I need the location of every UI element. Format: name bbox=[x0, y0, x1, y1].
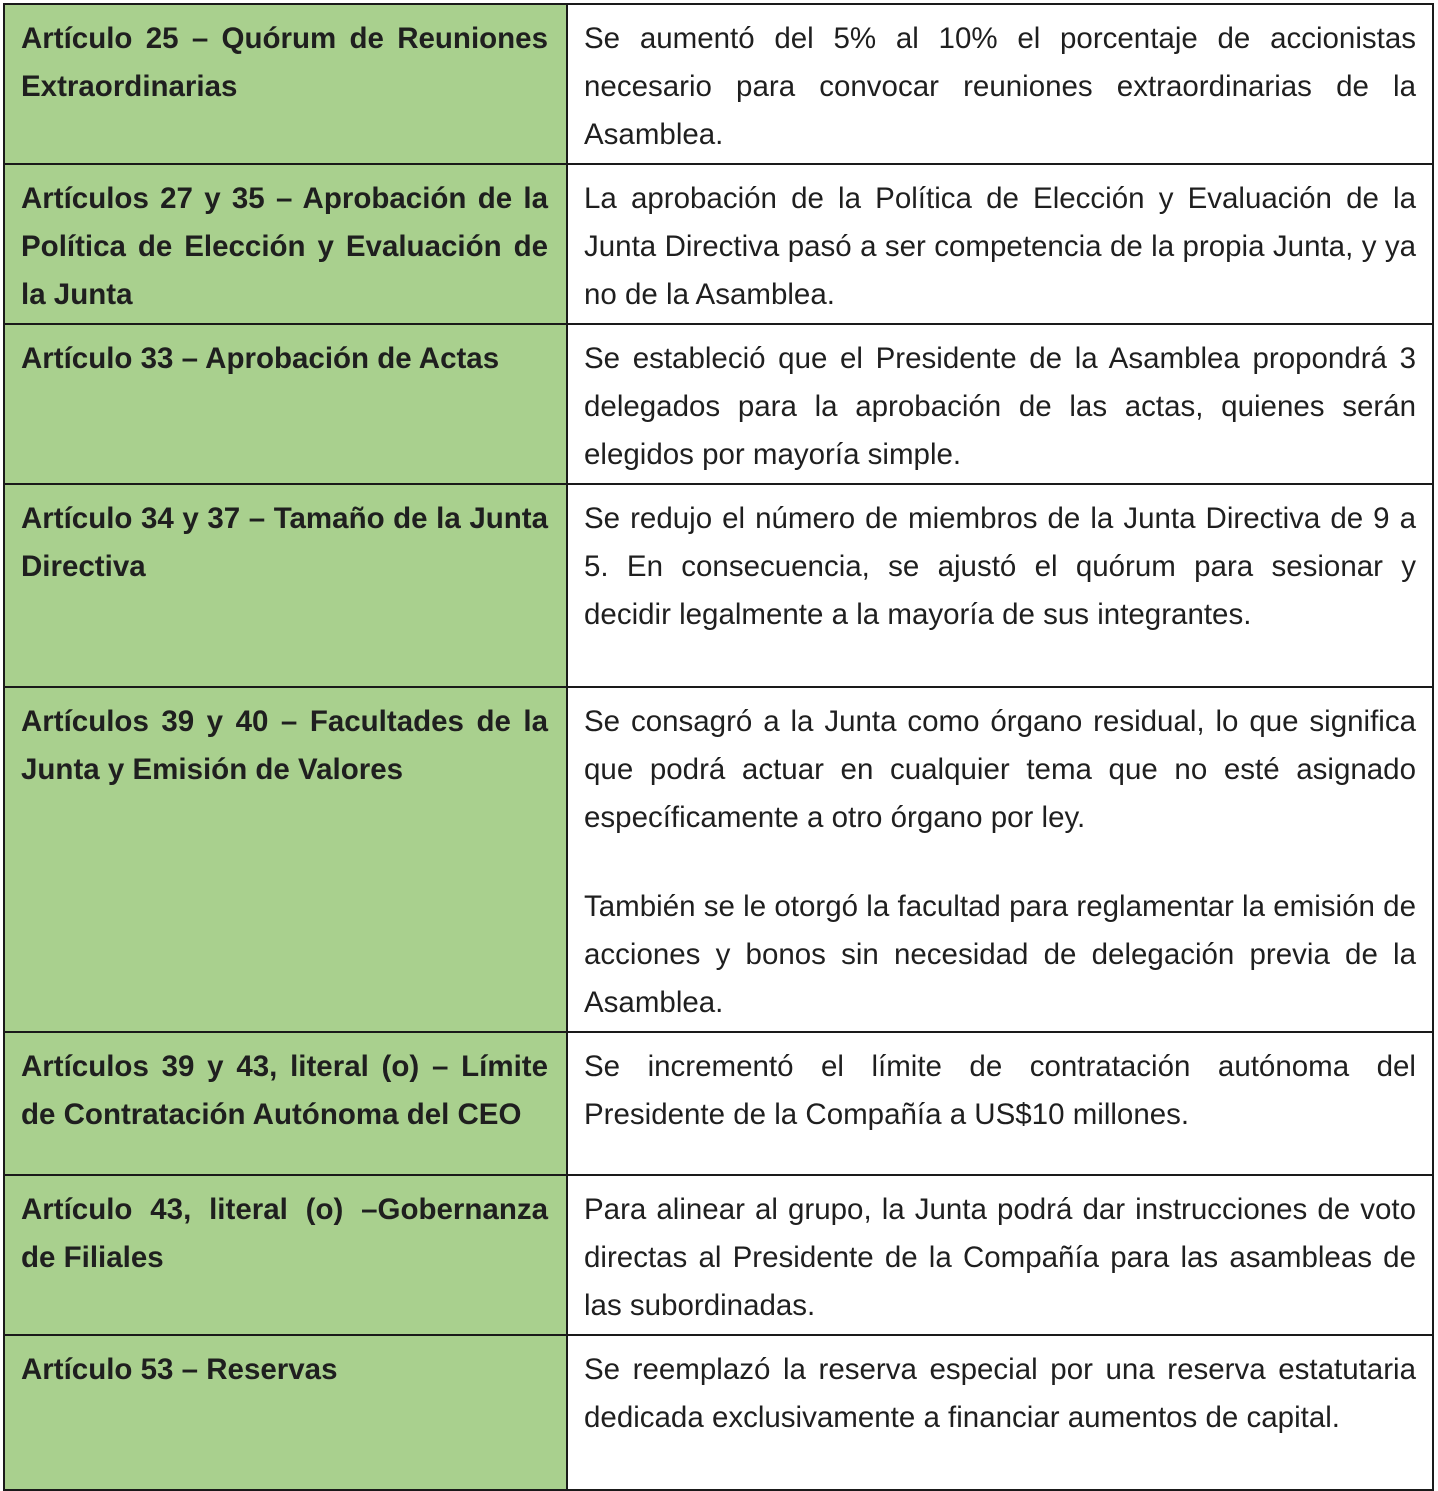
description-text-secondary: También se le otorgó la facultad para reglamentar la emisión de acciones y bonos sin necesidad de delegación previa de la Asamblea. bbox=[584, 890, 1416, 1019]
table-row bbox=[4, 1032, 1433, 1175]
amendments-table bbox=[3, 3, 1434, 1491]
article-title: Artículo 53 – Reservas bbox=[21, 1353, 338, 1386]
article-cell bbox=[4, 324, 567, 484]
description-cell bbox=[567, 1175, 1433, 1335]
article-title: Artículo 25 – Quórum de Reuniones Extraordinarias bbox=[21, 22, 548, 103]
article-title: Artículo 43, literal (o) –Gobernanza de Filiales bbox=[21, 1193, 548, 1274]
article-title: Artículos 39 y 43, literal (o) – Límite de Contratación Autónoma del CEO bbox=[21, 1050, 548, 1131]
article-cell bbox=[4, 1335, 567, 1490]
table-row bbox=[4, 1335, 1433, 1490]
description-cell bbox=[567, 1032, 1433, 1175]
article-cell bbox=[4, 1175, 567, 1335]
description-cell bbox=[567, 484, 1433, 687]
article-title: Artículo 34 y 37 – Tamaño de la Junta Directiva bbox=[21, 502, 548, 583]
article-cell bbox=[4, 164, 567, 324]
article-cell bbox=[4, 4, 567, 164]
description-cell bbox=[567, 324, 1433, 484]
table-row bbox=[4, 4, 1433, 164]
table-row bbox=[4, 687, 1433, 1032]
article-cell bbox=[4, 687, 567, 1032]
description-text: Se redujo el número de miembros de la Junta Directiva de 9 a 5. En consecuencia, se ajustó el quórum para sesionar y decidir legalmente a la mayoría de sus integrantes. bbox=[584, 502, 1416, 631]
description-text: Se consagró a la Junta como órgano residual, lo que significa que podrá actuar en cualquier tema que no esté asignado específicamente a otro órgano por ley. bbox=[584, 705, 1416, 834]
description-cell bbox=[567, 1335, 1433, 1490]
description-cell bbox=[567, 4, 1433, 164]
description-text: Se incrementó el límite de contratación autónoma del Presidente de la Compañía a US$10 millones. bbox=[584, 1050, 1416, 1131]
article-cell bbox=[4, 484, 567, 687]
description-text: Se estableció que el Presidente de la Asamblea propondrá 3 delegados para la aprobación de las actas, quienes serán elegidos por mayoría simple. bbox=[584, 342, 1416, 471]
table-row bbox=[4, 164, 1433, 324]
table-row bbox=[4, 324, 1433, 484]
article-title: Artículos 39 y 40 – Facultades de la Junta y Emisión de Valores bbox=[21, 705, 548, 786]
description-text: La aprobación de la Política de Elección y Evaluación de la Junta Directiva pasó a ser competencia de la propia Junta, y ya no de la Asamblea. bbox=[584, 182, 1416, 311]
article-title: Artículo 33 – Aprobación de Actas bbox=[21, 342, 500, 375]
description-text: Se aumentó del 5% al 10% el porcentaje de accionistas necesario para convocar reuniones extraordinarias de la Asamblea. bbox=[584, 22, 1416, 151]
table-row bbox=[4, 484, 1433, 687]
description-cell bbox=[567, 687, 1433, 1032]
table-row bbox=[4, 1175, 1433, 1335]
description-text: Para alinear al grupo, la Junta podrá dar instrucciones de voto directas al Presidente de la Compañía para las asambleas de las subordinadas. bbox=[584, 1193, 1416, 1322]
article-cell bbox=[4, 1032, 567, 1175]
description-text: Se reemplazó la reserva especial por una reserva estatutaria dedicada exclusivamente a financiar aumentos de capital. bbox=[584, 1353, 1416, 1434]
description-cell bbox=[567, 164, 1433, 324]
article-title: Artículos 27 y 35 – Aprobación de la Política de Elección y Evaluación de la Junta bbox=[21, 182, 548, 311]
